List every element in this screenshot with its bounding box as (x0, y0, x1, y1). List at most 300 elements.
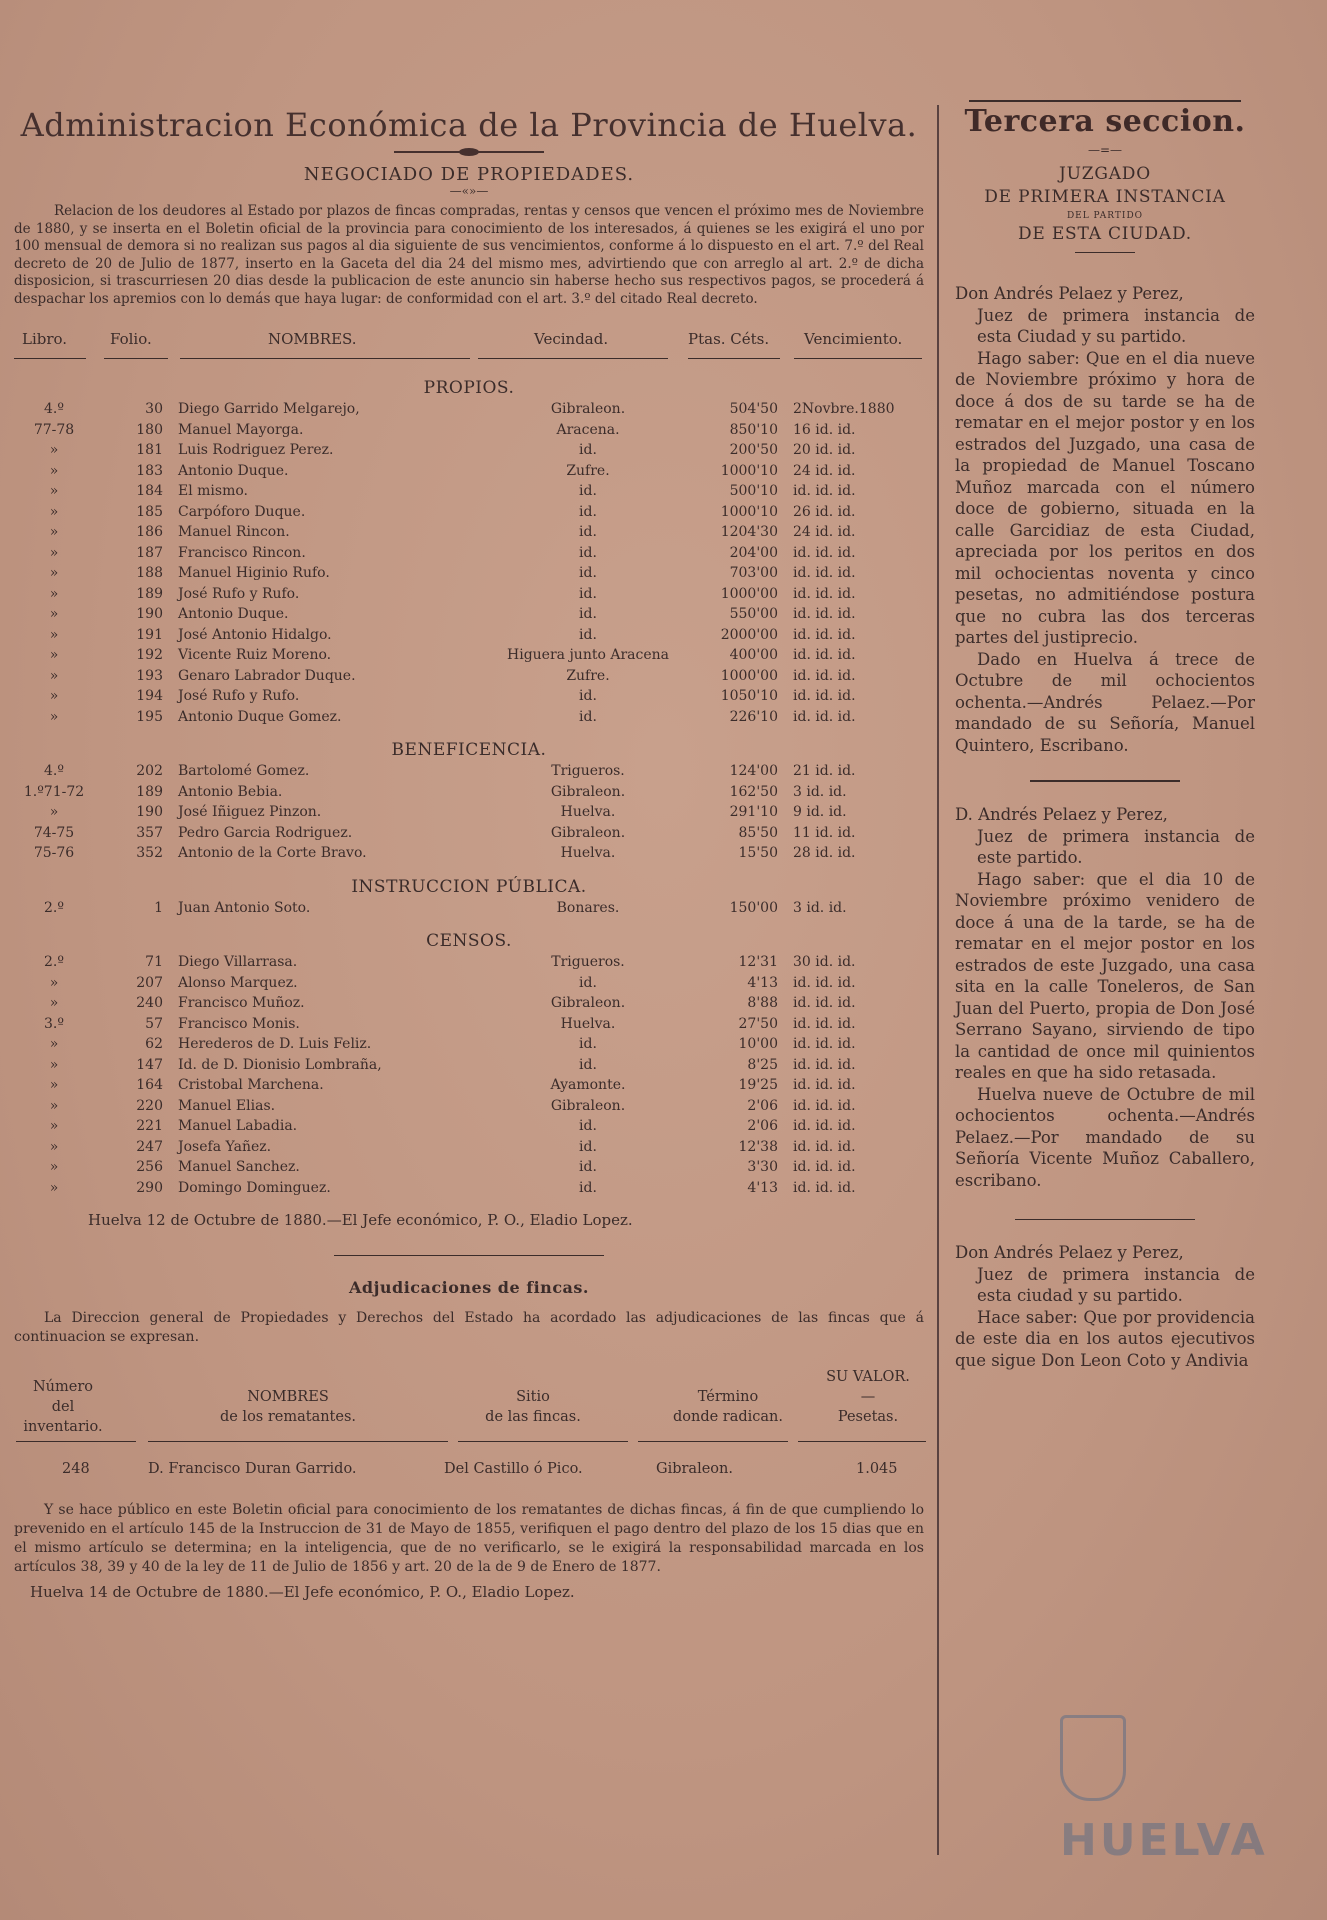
cell-nombre: Vicente Ruiz Moreno. (178, 647, 332, 663)
table-row (8, 503, 930, 524)
cell-libro: » (49, 483, 59, 499)
cell-ptas: 850'10 (729, 421, 778, 438)
cell-nombre: Manuel Higinio Rufo. (178, 565, 330, 581)
cell-libro: » (49, 626, 59, 643)
col-folio: Folio. (110, 330, 152, 348)
cell-ptas: 1050'10 (720, 688, 778, 704)
cell-vecindad: id. (579, 1036, 597, 1052)
table-row (8, 1158, 930, 1179)
notice-2: D. Andrés Pelaez y Perez, Juez de primera instancia de este partido. Hago saber: que el dia 10 de Noviembre próximo venidero de doce á una de la tarde, se ha de rematar en el mejor postor en los estrados de este Juzgado, una casa sita en la calle Toneleros, de San Juan del Puerto, propia de Don José Serrano Sayano, sirviendo de tipo la cantidad de once mil quinientos reales en que ha sido retasada. Huelva nueve de Octubre de mil ochocientos ochenta.—Andrés Pelaez.—Por mandado de su Señoría Vicente Muñoz Caballero, escribano. (955, 805, 1255, 1190)
table-row (8, 974, 930, 995)
cell-nombre: El mismo. (178, 483, 248, 499)
table-row (8, 1138, 930, 1159)
table-row (8, 462, 930, 483)
cell-ptas: 1000'10 (720, 503, 778, 520)
cell-vencimiento: id. id. id. (793, 647, 856, 663)
adj-rule-3 (458, 1441, 628, 1442)
cell-nombre: Pedro Garcia Rodriguez. (178, 824, 353, 841)
cell-nombre: Herederos de D. Luis Feliz. (178, 1036, 372, 1052)
cell-ptas: 400'00 (729, 647, 778, 663)
cell-libro: 75-76 (33, 845, 75, 861)
table-header (8, 326, 930, 356)
heading-rule (1075, 252, 1135, 253)
cell-vecindad: Zufre. (566, 667, 610, 684)
cell-vecindad: id. (579, 606, 597, 622)
cell-vecindad: Trigueros. (551, 954, 625, 970)
table-row (8, 1076, 930, 1097)
cell-nombre: Bartolomé Gomez. (178, 763, 310, 779)
cell-vecindad: Huelva. (560, 845, 616, 861)
cell-vencimiento: 16 id. id. (793, 421, 856, 438)
cell-folio: 207 (136, 974, 163, 991)
cell-vencimiento: id. id. id. (793, 483, 856, 499)
cell-libro: » (49, 544, 59, 561)
cell-nombre: Antonio Bebia. (178, 783, 283, 800)
cell-vecindad: Aracena. (556, 421, 620, 438)
cell-vencimiento: id. id. id. (793, 688, 856, 704)
signature-1: Huelva 12 de Octubre de 1880.—El Jefe económico, P. O., Eladio Lopez. (88, 1211, 633, 1229)
cell-vencimiento: id. id. id. (793, 708, 856, 725)
cell-vencimiento: id. id. id. (793, 1159, 856, 1175)
intro-paragraph: Relacion de los deudores al Estado por plazos de fincas compradas, rentas y censos que vencen el próximo mes de Noviembre de 1880, y se inserta en el Boletin oficial de la provincia para conocimiento de los interesados, á quienes se les exigirá el uno por 100 mensual de demora si no realizan sus pagos al dia siguiente de sus vencimientos, conforme á lo dispuesto en el art. 7.º del Real decreto de 20 de Julio de 1877, inserto en la Gaceta del dia 24 del mismo mes, advirtiendo que con arreglo al art. 2.º de dicha disposicion, si trascurriesen 20 dias desde la publicacion de este anuncio sin haberse hecho sus respectivos pagos, se procederá á despachar los apremios con lo demás que haya lugar: de conformidad con el art. 3.º del citado Real decreto. (14, 203, 924, 307)
cell-vecindad: id. (579, 524, 597, 540)
rule-vecindad (478, 358, 668, 359)
cell-ptas: 8'25 (747, 1056, 778, 1073)
cell-libro: » (49, 688, 59, 704)
cell-nombre: José Antonio Hidalgo. (178, 626, 332, 643)
cell-ptas: 703'00 (729, 565, 778, 581)
cell-folio: 247 (136, 1138, 163, 1155)
cell-folio: 357 (136, 824, 163, 841)
column-divider (937, 105, 939, 1855)
cell-libro: » (49, 974, 59, 991)
table-row (8, 1097, 930, 1118)
cell-ptas: 4'13 (747, 974, 778, 991)
table-row (8, 667, 930, 688)
table-row (8, 482, 930, 503)
cell-folio: 184 (136, 483, 163, 499)
cell-vencimiento: id. id. id. (793, 585, 856, 602)
cell-nombre: Antonio Duque. (178, 462, 289, 479)
cell-ptas: 10'00 (738, 1036, 778, 1052)
table-row (8, 585, 930, 606)
cell-vencimiento: 3 id. id. (793, 899, 847, 916)
cell-vecindad: Gibraleon. (550, 824, 626, 841)
rule-nombres (180, 358, 470, 359)
cell-libro: » (49, 1036, 59, 1052)
cell-nombre: José Iñiguez Pinzon. (178, 804, 322, 820)
cell-folio: 189 (136, 585, 163, 602)
section-divider (334, 1255, 604, 1256)
cell-libro: » (49, 1056, 59, 1073)
cell-nombre: Francisco Muñoz. (178, 995, 305, 1011)
table-row (8, 899, 930, 920)
cell-vecindad: id. (579, 688, 597, 704)
cell-libro: » (49, 995, 59, 1011)
table-row (8, 564, 930, 585)
tercera-seccion-title: Tercera seccion. (964, 104, 1246, 139)
cell-vencimiento: id. id. id. (793, 1179, 856, 1196)
cell-nombre: José Rufo y Rufo. (178, 585, 300, 602)
cell-libro: 2.º (44, 954, 64, 970)
cell-ptas: 4'13 (747, 1179, 778, 1196)
cell-libro: » (49, 585, 59, 602)
right-ornament: —=— (1087, 143, 1123, 157)
adjudicaciones-notice: Y se hace público en este Boletin oficial para conocimiento de los rematantes de dichas fincas, á fin de que cumpliendo lo prevenido en el artículo 145 de la Instruccion de 31 de Mayo de 1855, verifiquen el pago dentro del plazo de los 15 dias que en el mismo artículo se determina; en la inteligencia, que de no verificarlo, se le exigirá la responsabilidad marcada en los artículos 38, 39 y 40 de la ley de 11 de Julio de 1856 y art. 20 de la de 9 de Enero de 1877. (14, 1502, 924, 1575)
table-row (8, 1117, 930, 1138)
cell-ptas: 3'30 (747, 1159, 778, 1175)
cell-ptas: 204'00 (729, 544, 778, 561)
adj-rule-2 (148, 1441, 448, 1442)
cell-ptas: 2000'00 (720, 626, 778, 643)
page-title: Administracion Económica de la Provincia de Huelva. (20, 106, 918, 144)
section-title: INSTRUCCION PÚBLICA. (351, 876, 587, 897)
table-row (8, 1179, 930, 1200)
table-row (8, 523, 930, 544)
rule-vencimiento (794, 358, 922, 359)
cell-vencimiento: 24 id. id. (793, 462, 856, 479)
cell-nombre: Manuel Elias. (178, 1097, 276, 1114)
table-row (8, 400, 930, 421)
cell-vencimiento: id. id. id. (793, 1138, 856, 1155)
section-title: CENSOS. (426, 931, 512, 951)
cell-vecindad: Ayamonte. (550, 1077, 626, 1093)
cell-ptas: 12'31 (738, 954, 778, 970)
cell-nombre: Diego Garrido Melgarejo, (178, 401, 360, 417)
cell-vecindad: id. (579, 442, 597, 458)
cell-vecindad: Gibraleon. (550, 995, 626, 1011)
cell-folio: 57 (145, 1015, 163, 1032)
adj-valor: 1.045 (856, 1461, 898, 1477)
cell-folio: 185 (136, 503, 163, 520)
cell-nombre: Manuel Mayorga. (178, 421, 304, 438)
right-top-rule (969, 100, 1241, 102)
cell-folio: 220 (136, 1097, 163, 1114)
cell-libro: » (49, 1138, 59, 1155)
cell-vencimiento: id. id. id. (793, 544, 856, 561)
cell-libro: » (49, 606, 59, 622)
table-row (8, 605, 930, 626)
cell-vencimiento: id. id. id. (793, 1077, 856, 1093)
cell-vecindad: id. (579, 626, 597, 643)
cell-libro: 4.º (44, 401, 64, 417)
table-row (8, 762, 930, 783)
cell-libro: 74-75 (33, 824, 75, 841)
cell-vencimiento: 28 id. id. (793, 845, 856, 861)
cell-libro: 4.º (44, 763, 64, 779)
adj-col-termino: Término donde radican. (672, 1389, 784, 1425)
cell-libro: » (49, 667, 59, 684)
cell-folio: 221 (136, 1118, 163, 1134)
notice-1: Don Andrés Pelaez y Perez, Juez de primera instancia de esta Ciudad y su partido. Hago saber: Que en el dia nueve de Noviembre próximo y hora de doce á dos de su tarde se ha de rematar en el mejor postor y en los estrados del Juzgado, una casa de la propiedad de Manuel Toscano Muñoz marcada con el número doce de gobierno, situada en la calle Garcidiaz de esta Ciudad, apreciada por los peritos en dos mil ochocientas noventa y cinco pesetas, no admitiéndose postura que no cubra las dos terceras partes del justiprecio. Dado en Huelva á trece de Octubre de mil ochocientos ochenta.—Andrés Pelaez.—Por mandado de su Señoría, Manuel Quintero, Escribano. (955, 284, 1255, 755)
table-row (8, 646, 930, 667)
table-row (8, 824, 930, 845)
cell-folio: 290 (136, 1179, 163, 1196)
cell-folio: 186 (136, 524, 163, 540)
watermark-text: HUELVA (1060, 1815, 1268, 1866)
adj-col-sitio: Sitio de las fincas. (485, 1389, 581, 1425)
cell-vecindad: id. (579, 1179, 597, 1196)
cell-nombre: Diego Villarrasa. (178, 954, 298, 970)
section-title: BENEFICENCIA. (391, 740, 547, 760)
adj-col-nombres: NOMBRES de los rematantes. (219, 1389, 357, 1425)
cell-folio: 190 (136, 804, 163, 820)
cell-ptas: 1000'00 (720, 585, 778, 602)
cell-vencimiento: 3 id. id. (793, 783, 847, 800)
small-ornament: —«»— (449, 184, 489, 198)
cell-vecindad: id. (579, 503, 597, 520)
cell-nombre: Cristobal Marchena. (178, 1077, 324, 1093)
adj-col-numero: Número del inventario. (23, 1379, 103, 1435)
cell-nombre: Francisco Rincon. (178, 544, 306, 561)
section-subtitle: NEGOCIADO DE PROPIEDADES. (303, 164, 635, 185)
cell-nombre: Domingo Dominguez. (178, 1179, 331, 1196)
cell-nombre: Antonio de la Corte Bravo. (178, 845, 367, 861)
cell-vencimiento: id. id. id. (793, 565, 856, 581)
cell-nombre: José Rufo y Rufo. (178, 688, 300, 704)
adj-rule-1 (16, 1441, 136, 1442)
cell-folio: 181 (136, 442, 163, 458)
cell-ptas: 162'50 (729, 783, 778, 800)
cell-nombre: Josefa Yañez. (178, 1138, 272, 1155)
cell-vencimiento: id. id. id. (793, 995, 856, 1011)
cell-nombre: Id. de D. Dionisio Lombraña, (178, 1056, 382, 1073)
cell-folio: 183 (136, 462, 163, 479)
cell-vencimiento: 20 id. id. (793, 442, 856, 458)
cell-vecindad: Huelva. (560, 804, 616, 820)
cell-folio: 62 (145, 1036, 163, 1052)
cell-ptas: 85'50 (738, 824, 778, 841)
left-column (8, 100, 930, 1880)
cell-folio: 164 (136, 1077, 163, 1093)
cell-ptas: 2'06 (747, 1097, 778, 1114)
cell-ptas: 19'25 (738, 1077, 778, 1093)
table-row (8, 1015, 930, 1036)
adj-numero: 248 (62, 1461, 90, 1477)
cell-vecindad: id. (579, 974, 597, 991)
adj-sitio: Del Castillo ó Pico. (444, 1461, 583, 1477)
cell-libro: 1.º71-72 (23, 783, 85, 800)
notice-separator-1 (1030, 780, 1180, 782)
cell-vencimiento: 9 id. id. (793, 804, 847, 820)
cell-ptas: 1000'10 (720, 462, 778, 479)
cell-ptas: 124'00 (729, 763, 778, 779)
cell-vecindad: id. (579, 1056, 597, 1073)
cell-ptas: 504'50 (729, 401, 778, 417)
cell-folio: 195 (136, 708, 163, 725)
cell-folio: 71 (145, 954, 163, 970)
cell-vecindad: Huelva. (560, 1015, 616, 1032)
cell-libro: » (49, 462, 59, 479)
cell-folio: 194 (136, 688, 163, 704)
juzgado-heading: JUZGADO DE PRIMERA INSTANCIA DEL PARTIDO DE ESTA CIUDAD. (984, 164, 1226, 244)
cell-vencimiento: 26 id. id. (793, 503, 856, 520)
cell-nombre: Juan Antonio Soto. (178, 899, 311, 916)
cell-folio: 193 (136, 667, 163, 684)
cell-libro: » (49, 1118, 59, 1134)
table-row (8, 1035, 930, 1056)
cell-vencimiento: id. id. id. (793, 974, 856, 991)
cell-nombre: Manuel Labadia. (178, 1118, 298, 1134)
cell-libro: » (49, 1179, 59, 1196)
cell-ptas: 8'88 (747, 995, 778, 1011)
cell-libro: 3.º (44, 1015, 64, 1032)
cell-folio: 190 (136, 606, 163, 622)
cell-folio: 192 (136, 647, 163, 663)
cell-ptas: 12'38 (738, 1138, 778, 1155)
table-row (8, 441, 930, 462)
cell-libro: » (49, 503, 59, 520)
right-column (955, 100, 1255, 1880)
cell-vencimiento: id. id. id. (793, 606, 856, 622)
cell-libro: » (49, 442, 59, 458)
cell-vencimiento: id. id. id. (793, 1097, 856, 1114)
col-libro: Libro. (22, 330, 68, 348)
table-row (8, 994, 930, 1015)
cell-folio: 147 (136, 1056, 163, 1073)
cell-nombre: Manuel Sanchez. (178, 1159, 300, 1175)
cell-ptas: 550'00 (729, 606, 778, 622)
cell-vencimiento: id. id. id. (793, 667, 856, 684)
cell-ptas: 1000'00 (720, 667, 778, 684)
cell-libro: » (49, 524, 59, 540)
cell-vecindad: Higuera junto Aracena (507, 647, 669, 663)
cell-nombre: Alonso Marquez. (178, 974, 298, 991)
cell-libro: » (49, 1159, 59, 1175)
col-vecindad: Vecindad. (534, 330, 609, 348)
cell-folio: 187 (136, 544, 163, 561)
shield-icon (1060, 1715, 1126, 1801)
cell-vecindad: Gibraleon. (550, 783, 626, 800)
col-ptas: Ptas. Céts. (688, 330, 770, 348)
cell-nombre: Genaro Labrador Duque. (178, 667, 356, 684)
cell-vecindad: Zufre. (566, 462, 610, 479)
cell-vecindad: Bonares. (556, 899, 620, 916)
adjudicaciones-text: La Direccion general de Propiedades y Derechos del Estado ha acordado las adjudicaciones de las fincas que á continuacion se expresan. (14, 1310, 924, 1345)
adj-rule-4 (638, 1441, 788, 1442)
rule-folio (104, 358, 168, 359)
cell-folio: 240 (136, 995, 163, 1011)
table-row (8, 421, 930, 442)
adj-termino: Gibraleon. (656, 1461, 733, 1477)
cell-ptas: 2'06 (747, 1118, 778, 1134)
table-row (8, 544, 930, 565)
cell-vecindad: id. (579, 708, 597, 725)
title-ornament (394, 148, 544, 156)
adj-rule-5 (798, 1441, 926, 1442)
cell-folio: 191 (136, 626, 163, 643)
cell-folio: 352 (136, 845, 163, 861)
table-row (8, 953, 930, 974)
notice-separator-2 (1015, 1219, 1195, 1220)
cell-vencimiento: id. id. id. (793, 1036, 856, 1052)
rule-ptas (688, 358, 780, 359)
cell-vencimiento: 24 id. id. (793, 524, 856, 540)
cell-libro: » (49, 1077, 59, 1093)
cell-libro: » (49, 647, 59, 663)
cell-vecindad: id. (579, 585, 597, 602)
cell-nombre: Antonio Duque Gomez. (178, 708, 342, 725)
table-row (8, 626, 930, 647)
cell-nombre: Carpóforo Duque. (178, 503, 306, 520)
adjudicaciones-header (8, 1363, 930, 1433)
cell-ptas: 226'10 (729, 708, 778, 725)
cell-vencimiento: 21 id. id. (793, 763, 856, 779)
adj-col-valor: SU VALOR. — Pesetas. (826, 1369, 910, 1425)
cell-nombre: Manuel Rincon. (178, 524, 290, 540)
cell-folio: 30 (145, 401, 163, 417)
cell-vecindad: Gibraleon. (550, 1097, 626, 1114)
cell-nombre: Francisco Monis. (178, 1015, 300, 1032)
rule-libro (14, 358, 86, 359)
cell-ptas: 1204'30 (720, 524, 778, 540)
cell-vecindad: id. (579, 1159, 597, 1175)
table-row (8, 844, 930, 865)
table-row (8, 803, 930, 824)
cell-folio: 180 (136, 421, 163, 438)
cell-vecindad: Trigueros. (551, 763, 625, 779)
cell-folio: 189 (136, 783, 163, 800)
cell-vecindad: id. (579, 483, 597, 499)
table-row (8, 783, 930, 804)
signature-2: Huelva 14 de Octubre de 1880.—El Jefe económico, P. O., Eladio Lopez. (30, 1583, 575, 1601)
notice-3: Don Andrés Pelaez y Perez, Juez de primera instancia de esta ciudad y su partido. Hace saber: Que por providencia de este dia en los autos ejecutivos que sigue Don Leon Coto y Andivia (955, 1243, 1255, 1370)
adjudicacion-row (8, 1461, 930, 1485)
cell-ptas: 27'50 (738, 1015, 778, 1032)
cell-vecindad: id. (579, 1138, 597, 1155)
archive-watermark (1030, 1715, 1320, 1865)
header-rules (8, 356, 930, 366)
cell-libro: » (49, 804, 59, 820)
cell-ptas: 15'50 (738, 845, 778, 861)
cell-vencimiento: id. id. id. (793, 626, 856, 643)
cell-vencimiento: id. id. id. (793, 1015, 856, 1032)
cell-libro: » (49, 565, 59, 581)
cell-libro: » (49, 1097, 59, 1114)
cell-folio: 1 (154, 899, 163, 916)
cell-ptas: 291'10 (729, 804, 778, 820)
cell-folio: 188 (136, 565, 163, 581)
cell-ptas: 500'10 (729, 483, 778, 499)
cell-libro: 77-78 (33, 421, 75, 438)
col-nombres: NOMBRES. (268, 330, 357, 348)
adj-header-rules (8, 1439, 930, 1449)
table-row (8, 1056, 930, 1077)
table-row (8, 708, 930, 729)
cell-nombre: Luis Rodriguez Perez. (178, 442, 334, 458)
cell-vencimiento: 11 id. id. (793, 824, 856, 841)
cell-libro: 2.º (44, 899, 64, 916)
cell-vencimiento: id. id. id. (793, 1056, 856, 1073)
cell-vecindad: id. (579, 1118, 597, 1134)
cell-libro: » (49, 708, 59, 725)
cell-folio: 202 (136, 763, 163, 779)
cell-vecindad: Gibraleon. (550, 401, 626, 417)
adj-nombre: D. Francisco Duran Garrido. (148, 1461, 357, 1477)
table-row (8, 687, 930, 708)
section-title: PROPIOS. (423, 378, 515, 398)
cell-vencimiento: 30 id. id. (793, 954, 856, 970)
cell-vecindad: id. (579, 565, 597, 581)
cell-ptas: 200'50 (729, 442, 778, 458)
adjudicaciones-title: Adjudicaciones de fincas. (349, 1278, 589, 1297)
cell-vencimiento: id. id. id. (793, 1118, 856, 1134)
cell-vecindad: id. (579, 544, 597, 561)
col-vencimiento: Vencimiento. (804, 330, 903, 348)
debtor-sections (8, 378, 930, 1199)
cell-folio: 256 (136, 1159, 163, 1175)
cell-vencimiento: 2Novbre.1880 (793, 401, 895, 417)
